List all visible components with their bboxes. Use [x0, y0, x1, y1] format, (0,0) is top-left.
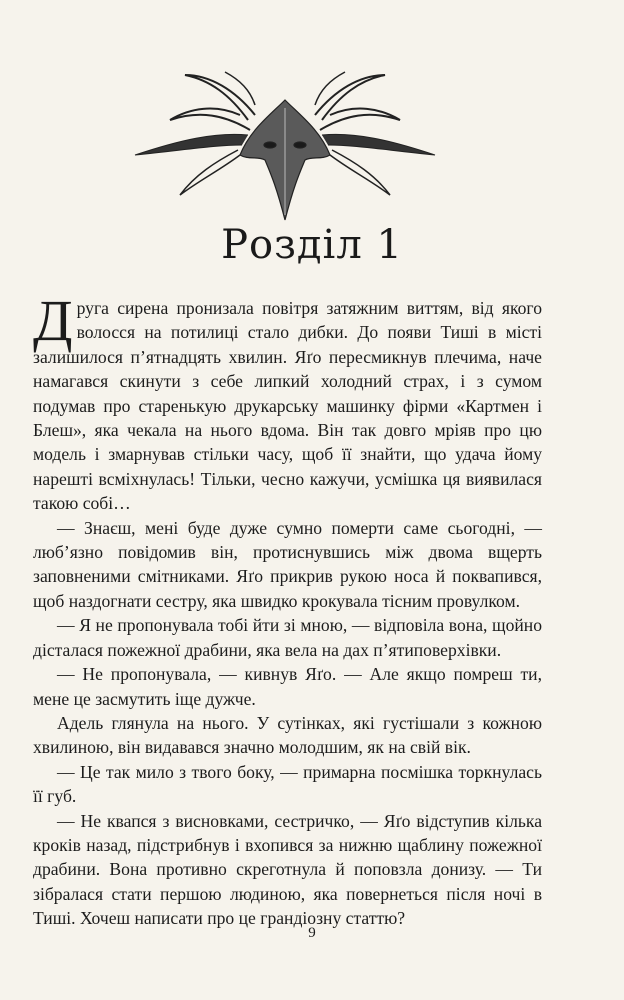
paragraph: [33, 288, 542, 516]
paragraph: — Не пропонувала, — кивнув Яґо. — Але якщо помреш ти, мене це засмутить іще дужче.: [33, 664, 542, 709]
body-text: [33, 288, 542, 931]
paragraph: — Знаєш, мені буде дуже сумно померти саме сьогодні, — люб’язно повідомив він, протиснувшись між двома вщерть заповненими смітниками. Яґо прикрив рукою носа й поквапився, щоб наздогнати сестру, яка швидко крокувала тісним провулком.: [33, 517, 542, 611]
ornament-icon: [130, 60, 440, 230]
page-number: 9: [308, 925, 316, 941]
drop-cap: Д: [33, 288, 73, 353]
paragraph-text: руга сирена пронизала повітря затяжним виттям, від якого волосся на потилиці стало дибки. До появи Тиші в місті залишилося п’ятнадцять хвилин. Яґо пересмикнув плечима, наче намагався скинути з себе липкий холодний страх, і з сумом подумав про старенькую друкарську машинку фірми «Картмен і Блеш», яка чекала на нього вдома. Він так довго мріяв про цю модель і змарнував стільки часу, щоб її знайти, що удача йому нарешті всміхнулась! Тільки, чесно кажучи, усмішка ця виявилася такою собі…: [33, 298, 542, 514]
paragraph: — Я не пропонувала тобі йти зі мною, — відповіла вона, щойно дісталася пожежної драбини, яка вела на дах п’ятиповерхівки.: [33, 615, 542, 660]
paragraph: — Це так мило з твого боку, — примарна посмішка торкнулась її губ.: [33, 761, 542, 807]
chapter-title: Розділ 1: [221, 222, 403, 268]
paragraph: Адель глянула на нього. У сутінках, які густішали з кожною хвилиною, він видавався значно молодшим, як на свій вік.: [33, 712, 542, 758]
paragraph: — Не квапся з висновками, сестричко, — Яґо відступив кілька кроків назад, підстрибнув і вхопився за нижню щаблину пожежної драбини. Вона противно скреготнула й поповзла донизу. — Ти зібралася стати першою людиною, яка повернеться після ночі в Тиші. Хочеш написати про це грандіозну статтю?: [33, 810, 542, 929]
